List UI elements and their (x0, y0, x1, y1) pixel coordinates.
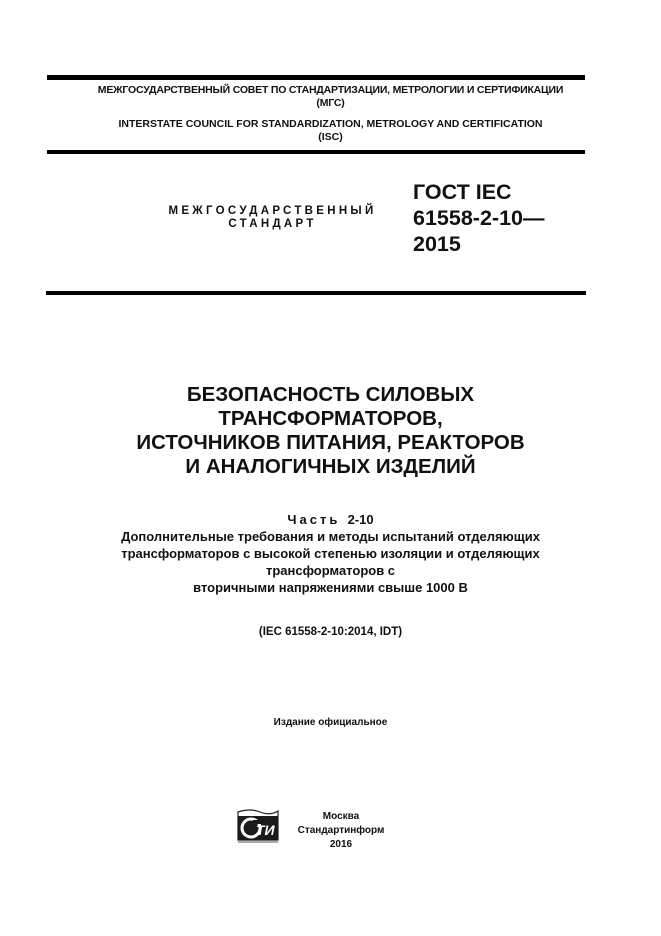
part-heading (0, 512, 661, 528)
gost-designation (413, 179, 544, 257)
part-description-line: трансформаторов с (265, 563, 396, 578)
council-abbr-en: (ISC) (318, 131, 343, 143)
header-bottom-rule (47, 150, 585, 154)
part-description-line: трансформаторов с высокой степенью изоляции и отделяющих (121, 546, 540, 561)
council-name-en-line1: INTERSTATE COUNCIL FOR STANDARDIZATION, METROLOGY AND CERTIFICATION (118, 118, 543, 130)
part-label: Часть (287, 512, 341, 527)
council-name-ru (0, 84, 661, 110)
standard-type-line2: СТАНДАРТ (228, 218, 317, 230)
gost-designation-line3: 2015 (413, 232, 461, 256)
standard-type-line1: МЕЖГОСУДАРСТВЕННЫЙ (168, 205, 377, 217)
title-line: ТРАНСФОРМАТОРОВ, (218, 407, 443, 430)
designation-bottom-rule (46, 291, 586, 295)
publisher-city: Москва (322, 811, 360, 822)
publication-year: 2016 (329, 839, 353, 850)
document-title (0, 383, 661, 479)
part-description-line: Дополнительные требования и методы испытаний отделяющих (121, 529, 540, 544)
edition-note: Издание официальное (273, 717, 388, 728)
part-description-line: вторичными напряжениями свыше 1000 В (193, 580, 468, 595)
part-description (0, 528, 661, 596)
title-line: БЕЗОПАСНОСТЬ СИЛОВЫХ (186, 383, 475, 406)
title-line: ИСТОЧНИКОВ ПИТАНИЯ, РЕАКТОРОВ (136, 431, 525, 454)
council-abbr-ru: (МГС) (316, 97, 345, 109)
iec-reference: (IEC 61558-2-10:2014, IDT) (258, 626, 403, 638)
title-line: И АНАЛОГИЧНЫХ ИЗДЕЛИЙ (185, 455, 476, 478)
part-number: 2-10 (347, 512, 374, 527)
gost-designation-line2: 61558-2-10— (413, 206, 545, 230)
council-name-en (0, 118, 661, 144)
gost-designation-line1: ГОСТ IEC (413, 180, 512, 204)
standartinform-logo-icon (236, 808, 280, 844)
publisher-name: Стандартинформ (297, 825, 385, 836)
publisher-info (286, 810, 396, 852)
council-name-ru-line1: МЕЖГОСУДАРСТВЕННЫЙ СОВЕТ ПО СТАНДАРТИЗАЦИИ, МЕТРОЛОГИИ И СЕРТИФИКАЦИИ (97, 84, 564, 96)
top-rule (47, 75, 585, 80)
svg-text:ТИ: ТИ (256, 822, 275, 838)
standard-type-label (150, 205, 395, 231)
